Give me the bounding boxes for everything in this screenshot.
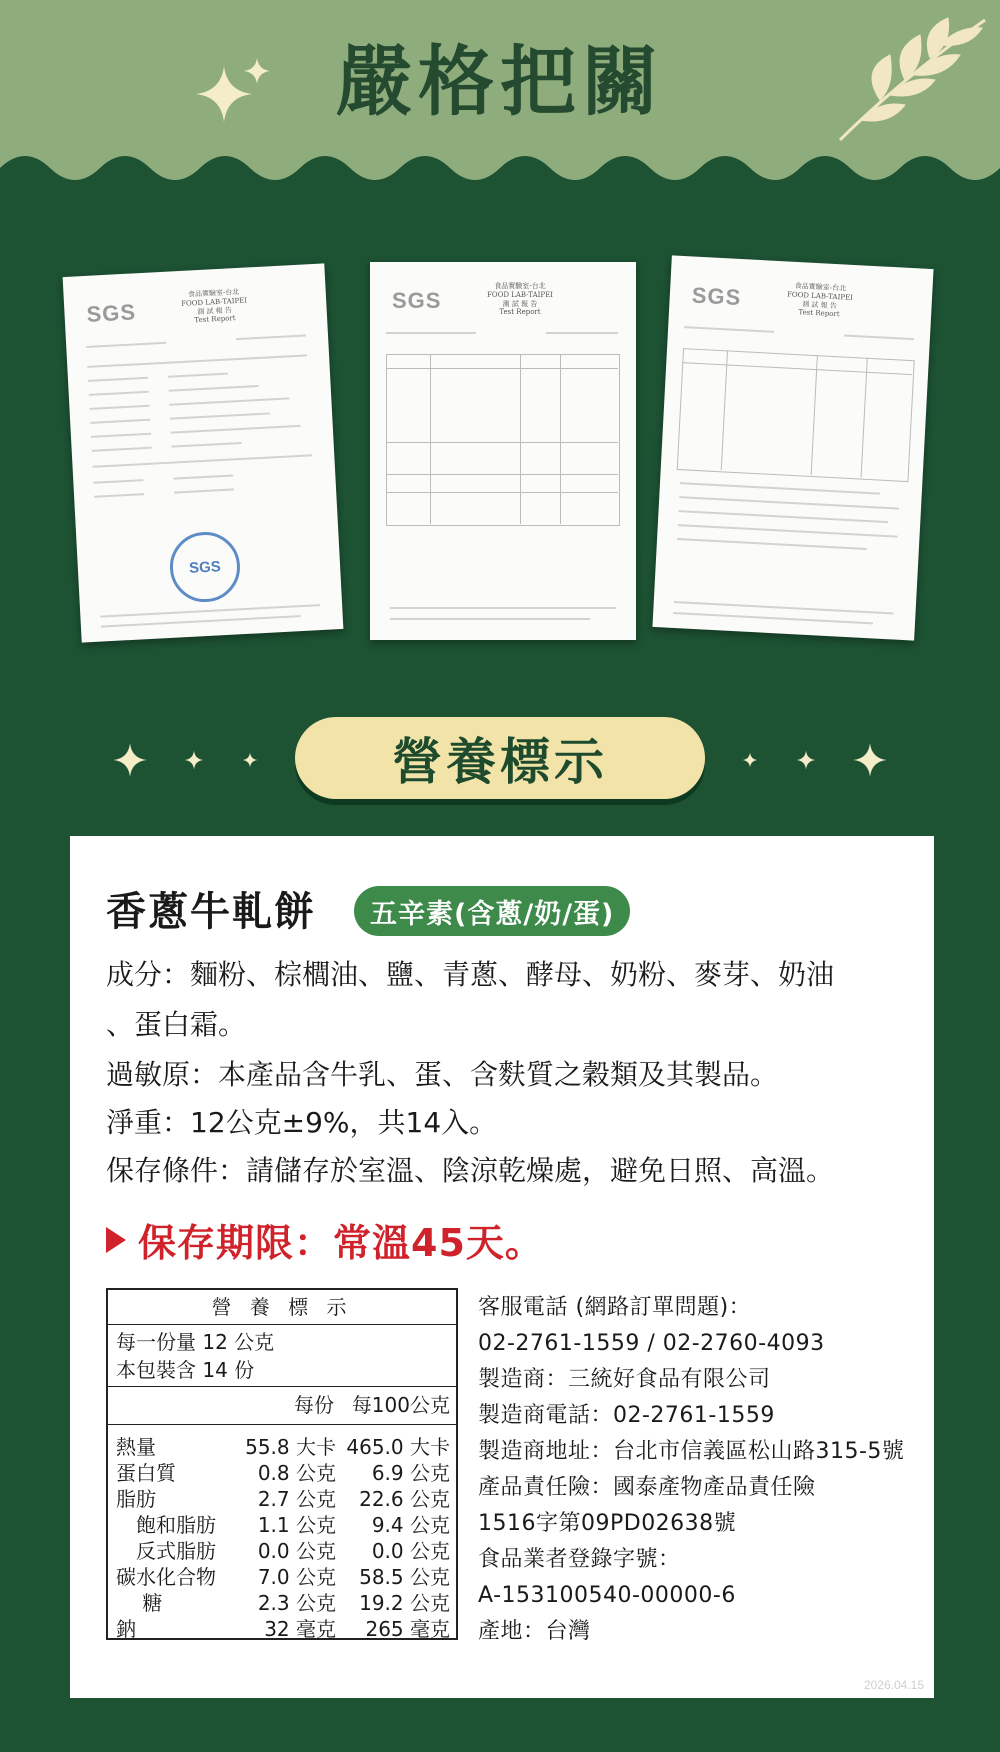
nutrition-row (108, 1486, 456, 1513)
shelf-life-text: 保存期限：常溫45天。 (138, 1221, 544, 1265)
info-line: 製造商地址：台北市信義區松山路315-5號 (478, 1439, 905, 1464)
serving-size: 每一份量 12 公克 (116, 1330, 275, 1354)
info-line: 1516字第09PD02638號 (478, 1511, 737, 1536)
company-info (478, 1290, 918, 1650)
shelf-life (106, 1212, 544, 1267)
info-line: 產地：台灣 (478, 1619, 591, 1644)
nutrient-name: 糖 (116, 1591, 163, 1615)
per-serving-value: 0.8 公克 (257, 1461, 336, 1485)
serving-info (116, 1328, 274, 1384)
nutrition-row (108, 1512, 456, 1539)
per-100g-value: 265 毫克 (365, 1617, 450, 1641)
section-title-pill (295, 717, 705, 799)
column-per-100g: 每100公克 (351, 1393, 450, 1417)
nutrient-name: 鈉 (116, 1617, 136, 1641)
nutrient-name: 飽和脂肪 (116, 1513, 216, 1537)
report-lab-header: 食品實驗室-台北 FOOD LAB-TAIPEI 測 試 報 告 Test Report (786, 281, 854, 319)
sgs-logo: SGS (691, 282, 742, 311)
nutrition-panel (70, 836, 934, 1698)
info-line: 客服電話 (網路訂單問題)： (478, 1295, 752, 1320)
info-line: 製造商：三統好食品有限公司 (478, 1367, 771, 1392)
sparkle-icon (112, 742, 148, 778)
test-report-2[interactable] (370, 262, 636, 640)
info-line: 食品業者登錄字號： (478, 1547, 681, 1572)
sparkle-icon (242, 752, 258, 768)
column-per-serving: 每份 (294, 1393, 334, 1417)
servings-per-pack: 本包裝含 14 份 (116, 1358, 255, 1382)
nutrient-name: 碳水化合物 (116, 1565, 216, 1589)
ingredients-line-2: 、蛋白霜。 (106, 1008, 247, 1041)
nutrient-name: 脂肪 (116, 1487, 156, 1511)
section-title: 營養標示 (392, 732, 608, 791)
sgs-logo: SGS (392, 288, 442, 313)
per-serving-value: 7.0 公克 (257, 1565, 336, 1589)
nutrient-name: 反式脂肪 (116, 1539, 216, 1563)
nutrition-table-title: 營 養 標 示 (108, 1290, 456, 1325)
per-serving-value: 32 毫克 (264, 1617, 336, 1641)
diet-badge: 五辛素(含蔥/奶/蛋) (354, 886, 630, 936)
sparkle-icon (184, 750, 204, 770)
test-report-3[interactable] (652, 255, 933, 640)
page-title: 嚴格把關 (336, 37, 664, 126)
report-lab-header: 食品實驗室-台北 FOOD LAB-TAIPEI 測 試 報 告 Test Report (487, 282, 553, 317)
nutrient-name: 熱量 (116, 1435, 156, 1459)
sparkle-icon (742, 752, 758, 768)
storage-text: 保存條件：請儲存於室溫、陰涼乾燥處，避免日照、高溫。 (106, 1154, 835, 1187)
ingredients-line-1: 成分：麵粉、棕櫚油、鹽、青蔥、酵母、奶粉、麥芽、奶油 (106, 958, 835, 991)
per-100g-value: 58.5 公克 (359, 1565, 450, 1589)
info-line: 製造商電話：02-2761-1559 (478, 1403, 775, 1428)
allergen-text: 過敏原：本產品含牛乳、蛋、含麩質之穀類及其製品。 (106, 1058, 779, 1091)
per-100g-value: 9.4 公克 (371, 1513, 450, 1537)
per-100g-value: 0.0 公克 (371, 1539, 450, 1563)
per-serving-value: 2.3 公克 (257, 1591, 336, 1615)
nutrient-name: 蛋白質 (116, 1461, 176, 1485)
per-100g-value: 465.0 大卡 (346, 1435, 450, 1459)
per-serving-value: 2.7 公克 (257, 1487, 336, 1511)
per-100g-value: 22.6 公克 (359, 1487, 450, 1511)
nutrition-row (108, 1616, 456, 1643)
nutrition-row (108, 1590, 456, 1617)
leaf-branch-icon (820, 0, 990, 150)
product-name: 香蔥牛軋餅 (106, 889, 316, 935)
info-line: 產品責任險：國泰產物產品責任險 (478, 1475, 816, 1500)
per-100g-value: 6.9 公克 (371, 1461, 450, 1485)
sparkle-icon (852, 742, 888, 778)
per-serving-value: 55.8 大卡 (245, 1435, 336, 1459)
sgs-seal: SGS (168, 530, 242, 604)
per-100g-value: 19.2 公克 (359, 1591, 450, 1615)
test-report-1[interactable] (63, 263, 344, 642)
per-serving-value: 1.1 公克 (257, 1513, 336, 1537)
triangle-icon (106, 1227, 126, 1253)
info-line: A-153100540-00000-6 (478, 1583, 736, 1608)
sparkle-icon (796, 750, 816, 770)
nutrition-row (108, 1538, 456, 1565)
net-weight-text: 淨重：12公克±9%，共14入。 (106, 1106, 498, 1139)
nutrition-row (108, 1460, 456, 1487)
sgs-logo: SGS (85, 299, 137, 327)
report-lab-header: 食品實驗室-台北 FOOD LAB-TAIPEI 測 試 報 告 Test Report (180, 287, 248, 325)
nutrition-row (108, 1564, 456, 1591)
per-serving-value: 0.0 公克 (257, 1539, 336, 1563)
info-line: 02-2761-1559 / 02-2760-4093 (478, 1331, 825, 1356)
nutrition-table (106, 1288, 458, 1640)
date-stamp: 2026.04.15 (863, 1678, 924, 1692)
nutrition-row (108, 1434, 456, 1461)
